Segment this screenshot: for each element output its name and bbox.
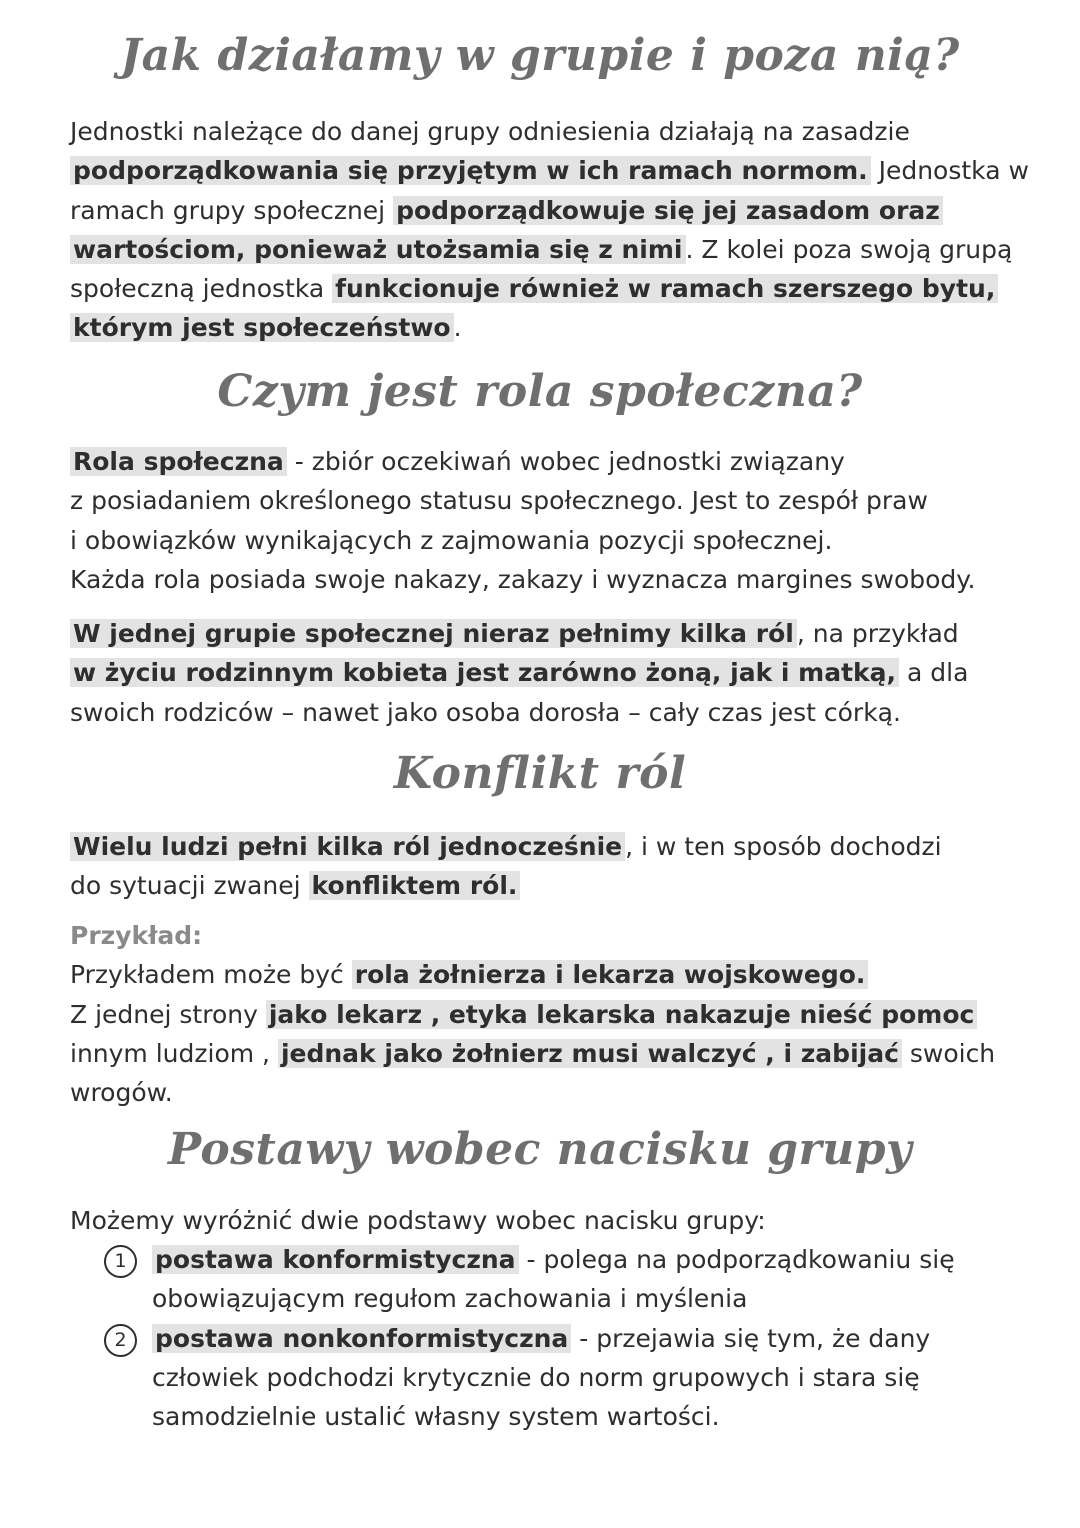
text: Każda rola posiada swoje nakazy, zakazy i wyznacza margines swobody. — [70, 564, 976, 594]
text: . Z kolei poza swoją grupą społeczną jednostka — [70, 234, 1013, 304]
highlight: jako lekarz , etyka lekarska nakazuje nieść pomoc — [266, 1000, 978, 1029]
highlight: Rola społeczna — [70, 447, 287, 476]
text: innym ludziom , — [70, 1038, 278, 1068]
paragraph-group-norms — [70, 112, 1030, 348]
text: Jednostka w ramach grupy społecznej — [70, 156, 1029, 225]
paragraph-intro: Możemy wyróżnić dwie podstawy wobec nacisku grupy: — [70, 1206, 766, 1235]
heading-social-role: Czym jest rola społeczna? — [217, 366, 863, 417]
paragraph-role-conflict — [70, 827, 1030, 906]
highlight: postawa konformistyczna — [152, 1245, 519, 1274]
text: - polega na podporządkowaniu się obowiązującym regułom zachowania i myślenia — [152, 1245, 955, 1314]
text: swoich rodziców – nawet jako osoba dorosła – cały czas jest córką. — [70, 697, 901, 727]
text: Jednostki należące do danej grupy odniesienia działają na zasadzie — [70, 117, 910, 146]
text: a dla — [899, 658, 969, 688]
text: Przykładem może być — [70, 960, 352, 990]
list-item — [104, 1240, 1034, 1319]
highlight: funkcionuje również w ramach szerszego bytu, którym jest społeczeństwo — [70, 274, 998, 342]
paragraph-example — [70, 916, 1030, 1112]
list-item — [104, 1319, 1034, 1437]
heading-role-conflict: Konflikt ról — [393, 748, 687, 799]
heading-group-action: Jak działamy w grupie i poza nią? — [120, 30, 960, 81]
highlight: podporządkowania się przyjętym w ich ramach normom. — [70, 156, 871, 185]
text: , i w ten sposób dochodzi — [625, 832, 942, 861]
highlight: jednak jako żołnierz musi walczyć , i zabijać — [278, 1039, 902, 1068]
paragraph-role-definition — [70, 442, 1030, 599]
text: , na przykład — [796, 619, 959, 648]
highlight: Wielu ludzi pełni kilka ról jednocześnie — [70, 832, 625, 861]
highlight: W jednej grupie społecznej nieraz pełnimy kilka ról — [70, 619, 797, 648]
heading-group-pressure: Postawy wobec nacisku grupy — [167, 1124, 913, 1175]
highlight: podporządkowuje się jej zasadom oraz wartościom, ponieważ utożsamia się z nimi — [70, 196, 943, 264]
number-badge: 1 — [104, 1245, 137, 1278]
text: i obowiązków wynikających z zajmowania pozycji społecznej. — [70, 525, 833, 555]
highlight: rola żołnierza i lekarza wojskowego. — [352, 960, 869, 989]
paragraph-multiple-roles — [70, 614, 1030, 732]
highlight: w życiu rodzinnym kobieta jest zarówno żoną, jak i matką, — [70, 658, 899, 687]
highlight: konfliktem ról. — [309, 871, 521, 900]
number-badge: 2 — [104, 1324, 137, 1357]
text: swoich wrogów. — [70, 1038, 996, 1108]
text: Z jednej strony — [70, 999, 266, 1029]
example-label: Przykład: — [70, 921, 203, 950]
highlight: postawa nonkonformistyczna — [152, 1324, 571, 1353]
text: - zbiór oczekiwań wobec jednostki związany — [286, 447, 845, 476]
text: do sytuacji zwanej — [70, 871, 309, 901]
text: . — [453, 313, 462, 343]
attitudes-list — [104, 1240, 1034, 1436]
text: - przejawia się tym, że dany człowiek podchodzi krytycznie do norm grupowych i stara się samodzielnie ustalić własny system wartości. — [152, 1323, 931, 1432]
text: z posiadaniem określonego statusu społecznego. Jest to zespół praw — [70, 486, 928, 516]
